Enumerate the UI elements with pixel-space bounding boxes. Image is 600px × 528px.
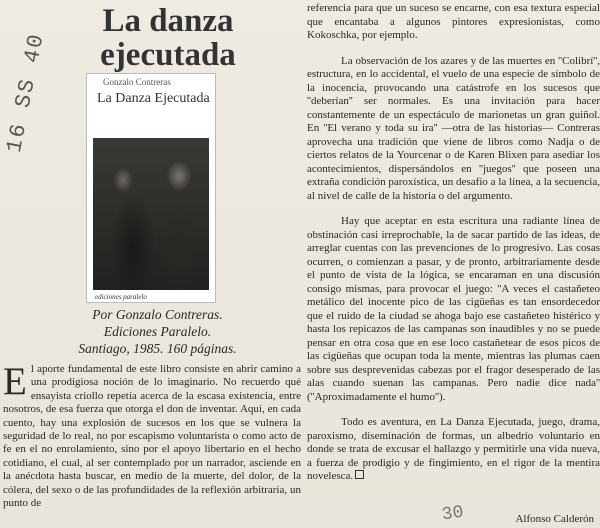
- cover-title: La Danza Ejecutada: [97, 91, 210, 106]
- author-signature: Alfonso Calderón: [515, 513, 594, 525]
- handwritten-note: 16 SS 40: [2, 30, 50, 155]
- title-line-1: La danza: [102, 3, 234, 39]
- left-paragraph: l aporte fundamental de este libro consiste en abrir camino a una prodigiosa noción de lo imaginario. No recuerdo qué ensayista criollo repetía acerca de la escasa existencia, entre nosotros, de esa fuerza que otorga el don de inventar. Aquí, en cada cuento, hay una explosión de sucesos en los que se vulnera la seguridad de lo real, no por escapismo voluntarista o como acto de fe en el no enrolamiento, sino por el apoyo libertario en el hecho cotidiano, el cual, al ser contemplado por un narrador, asciende en la anécdota hasta buscar, en medio de la muerte, del dolor, de la cólera, del sexo o de las profundidades de la reflexión arbitraria, un punto de: [3, 363, 301, 510]
- book-caption: [40, 306, 275, 357]
- end-mark-icon: [355, 470, 364, 479]
- right-paragraph-3: Hay que aceptar en esta escritura una radiante línea de obstinación casi irreprochable, la de sacar partido de las ideas, de arreglar cuentas con las prevenciones de lo progresivo. Las cosas ocurren, o comienzan a pasar, y de pronto, arbitrariamente desde el punto de vista de la lógica, se encaraman en una discusión consigo mismas, para provocar el juego: ''A veces el castañeteo metálico del inocente pico de las cigüeñas es tan ensordecedor que el ruido de la ciudad se ahoga bajo ese castañeteo histérico y hasta los repicazos de las campanas son inaudibles y no se puede pensar en otra cosa que en ese loco castañetear de esos picos de las cigüeñas que ocupan toda la mente, mientras las plumas caen sobre sus desprevenidas cabezas por el fragor desesperado de las alas cuando suenan las campanas. Pero nadie dice nada'' (''Aproximadamente el humo'').: [307, 215, 600, 403]
- right-column-text: [307, 2, 600, 484]
- right-paragraph-1: referencia para que un suceso se encarne, con esa textura especial que encantaba a algunos pintores expresionistas, como Kokoschka, por ejemplo.: [307, 2, 600, 41]
- title-line-2: ejecutada: [100, 37, 236, 73]
- article-title: [58, 4, 278, 72]
- handwritten-page-mark: 30: [440, 502, 465, 526]
- right-paragraph-4: [307, 416, 600, 484]
- left-column-text: [3, 360, 301, 510]
- caption-line-2: Ediciones Paralelo.: [103, 324, 212, 339]
- caption-line-3: Santiago, 1985. 160 páginas.: [78, 341, 237, 356]
- book-cover-image: [86, 73, 216, 303]
- cover-photo: [93, 138, 209, 290]
- caption-line-1: Por Gonzalo Contreras.: [92, 307, 223, 322]
- cover-publisher: ediciones paralelo: [95, 293, 147, 301]
- right-paragraph-2: La observación de los azares y de las muertes en ''Colibrí'', estructura, en lo accidental, el vuelo de una especie de símbolo de la inocencia, provocando una catástrofe en los sucesos que ''deberían'' ser normales. Es una invitación para hacer constantemente de un espectáculo de marionetas un gran guiñol. En ''El verano y toda su ira'' —otra de las historias— Contreras aprovecha una tradición que viene de libros como Nadja o de ciertos relatos de la Yourcenar o de Karen Blixen para asediar los acontecimientos, dispersándolos en ''juegos'' que poseen una extraña condición paroxística, un desafío a la línea, a la secuencia, al nivel de calle de la historia o del argumento.: [307, 54, 600, 202]
- drop-cap: E: [3, 360, 27, 403]
- right-paragraph-4-text: Todo es aventura, en La Danza Ejecutada, juego, drama, paroxismo, diseminación de formas, un albedrío voluntario en donde se trata de excusar el hallazgo y permitirle una vida nueva, a fuerza de prodigio y de fingimiento, en el rigor de la mentira novelesca.: [307, 416, 600, 482]
- cover-author: Gonzalo Contreras: [103, 77, 171, 87]
